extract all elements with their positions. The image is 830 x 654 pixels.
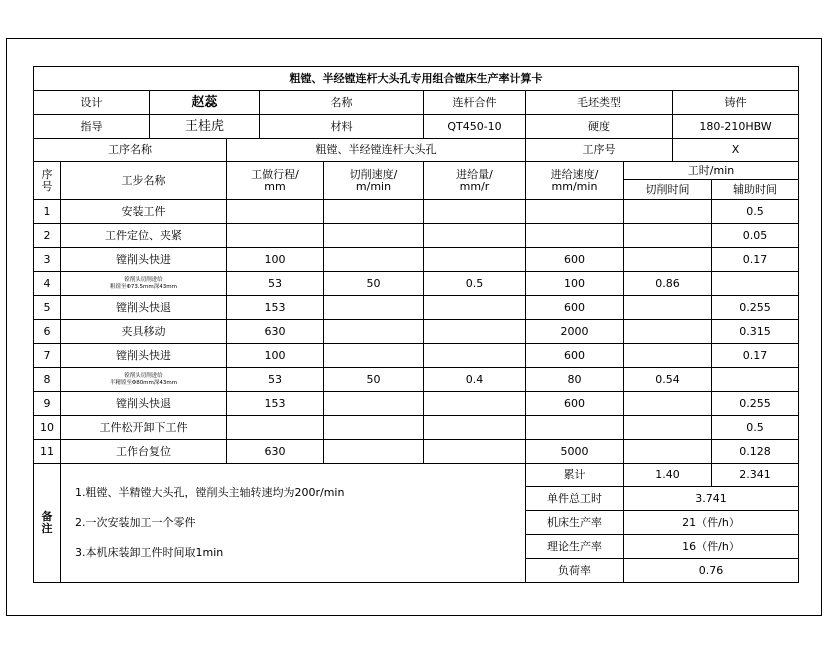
row-aux-time: 0.5 [712,200,799,224]
row-feed [424,344,526,368]
design-value: 赵蕊 [150,91,260,115]
header-row-1 [34,162,799,180]
header-cut-time: 切削时间 [624,180,712,200]
row-feed-speed: 600 [526,344,624,368]
guide-value: 王桂虎 [150,115,260,139]
table-row [34,224,799,248]
row-speed: 50 [324,272,424,296]
row-step: 镗削头快进 [61,344,227,368]
row-stroke [227,224,324,248]
machine-label: 机床生产率 [526,511,624,535]
row-feed: 0.4 [424,368,526,392]
card-title: 粗镗、半经镗连杆大头孔专用组合镗床生产率计算卡 [34,67,799,91]
row-cut-time [624,416,712,440]
row-step: 镗削头切削进给 粗镗至Φ73.5mm深43mm [61,272,227,296]
row-step: 镗削头快进 [61,248,227,272]
row-aux-time: 0.5 [712,416,799,440]
row-stroke: 153 [227,392,324,416]
process-row [34,139,799,162]
piece-value: 3.741 [624,487,799,511]
row-feed [424,320,526,344]
row-no: 4 [34,272,61,296]
name-value: 连杆合件 [424,91,526,115]
row-step: 镗削头切削进给 半精镗至Φ80mm深43mm [61,368,227,392]
row-stroke: 100 [227,344,324,368]
load-value: 0.76 [624,559,799,583]
row-stroke: 53 [227,368,324,392]
row-cut-time [624,224,712,248]
row-feed [424,224,526,248]
row-speed [324,248,424,272]
row-feed-speed [526,200,624,224]
header-seq: 序 号 [34,162,61,200]
row-stroke [227,200,324,224]
remark-line: 1.粗镗、半精镗大头孔，镗削头主轴转速均为200r/min [75,486,345,499]
row-speed [324,224,424,248]
row-feed [424,416,526,440]
row-cut-time [624,296,712,320]
row-step: 工件松开卸下工件 [61,416,227,440]
table-row [34,272,799,296]
table-row [34,440,799,464]
table-row [34,296,799,320]
row-stroke: 100 [227,248,324,272]
row-step: 镗削头快退 [61,392,227,416]
material-label: 材料 [260,115,424,139]
remark-line: 2.一次安装加工一个零件 [75,516,196,529]
table-row [34,368,799,392]
header-feed: 进给量/ mm/r [424,162,526,200]
row-stroke: 630 [227,320,324,344]
row-step: 夹具移动 [61,320,227,344]
header-aux-time: 辅助时间 [712,180,799,200]
row-no: 1 [34,200,61,224]
row-feed [424,248,526,272]
theory-label: 理论生产率 [526,535,624,559]
row-feed-speed: 5000 [526,440,624,464]
row-feed-speed [526,224,624,248]
row-cut-time [624,200,712,224]
row-speed [324,200,424,224]
productivity-card [33,66,799,583]
table-row [34,200,799,224]
table-row [34,416,799,440]
blank-value: 铸件 [673,91,799,115]
row-aux-time: 0.05 [712,224,799,248]
row-no: 11 [34,440,61,464]
total-aux: 2.341 [712,464,799,487]
piece-label: 单件总工时 [526,487,624,511]
row-aux-time: 0.255 [712,296,799,320]
row-no: 2 [34,224,61,248]
total-cut: 1.40 [624,464,712,487]
row-step: 工件定位、夹紧 [61,224,227,248]
row-no: 3 [34,248,61,272]
row-speed [324,440,424,464]
design-label: 设计 [34,91,150,115]
load-label: 负荷率 [526,559,624,583]
remarks-label: 备 注 [34,464,61,583]
row-aux-time: 0.315 [712,320,799,344]
row-feed-speed: 600 [526,296,624,320]
row-no: 5 [34,296,61,320]
row-step: 镗削头快退 [61,296,227,320]
row-aux-time [712,368,799,392]
row-feed [424,440,526,464]
row-stroke: 630 [227,440,324,464]
header-stroke: 工做行程/ mm [227,162,324,200]
remarks-content [61,464,526,583]
row-cut-time [624,320,712,344]
material-value: QT450-10 [424,115,526,139]
row-feed-speed: 80 [526,368,624,392]
row-no: 6 [34,320,61,344]
row-feed-speed [526,416,624,440]
row-stroke: 53 [227,272,324,296]
row-cut-time [624,248,712,272]
row-feed-speed: 600 [526,248,624,272]
table-row [34,248,799,272]
row-cut-time [624,344,712,368]
hardness-value: 180-210HBW [673,115,799,139]
row-aux-time: 0.255 [712,392,799,416]
row-feed-speed: 100 [526,272,624,296]
row-aux-time: 0.17 [712,344,799,368]
row-speed [324,392,424,416]
table-row [34,344,799,368]
machine-value: 21（件/h） [624,511,799,535]
row-step: 工作台复位 [61,440,227,464]
row-stroke: 153 [227,296,324,320]
table-row [34,392,799,416]
row-speed: 50 [324,368,424,392]
table-row [34,320,799,344]
header-time: 工时/min [624,162,799,180]
row-feed [424,296,526,320]
summary-row-total [34,464,799,487]
row-aux-time: 0.128 [712,440,799,464]
row-feed [424,392,526,416]
row-no: 7 [34,344,61,368]
row-speed [324,344,424,368]
header-cut-speed: 切削速度/ m/min [324,162,424,200]
remark-line: 3.本机床装卸工件时间取1min [75,546,224,559]
hardness-label: 硬度 [526,115,673,139]
row-feed: 0.5 [424,272,526,296]
header-step: 工步名称 [61,162,227,200]
row-feed-speed: 2000 [526,320,624,344]
row-speed [324,320,424,344]
row-no: 8 [34,368,61,392]
row-speed [324,416,424,440]
row-speed [324,296,424,320]
row-cut-time [624,392,712,416]
row-aux-time: 0.17 [712,248,799,272]
row-stroke [227,416,324,440]
row-cut-time: 0.54 [624,368,712,392]
blank-label: 毛坯类型 [526,91,673,115]
process-number-label: 工序号 [526,139,673,162]
theory-value: 16（件/h） [624,535,799,559]
row-no: 9 [34,392,61,416]
name-label: 名称 [260,91,424,115]
row-feed [424,200,526,224]
info-row-1 [34,91,799,115]
info-row-2 [34,115,799,139]
process-name-label: 工序名称 [34,139,227,162]
guide-label: 指导 [34,115,150,139]
row-aux-time [712,272,799,296]
row-no: 10 [34,416,61,440]
row-step: 安装工件 [61,200,227,224]
process-number-value: X [673,139,799,162]
row-cut-time: 0.86 [624,272,712,296]
row-cut-time [624,440,712,464]
process-name-value: 粗镗、半经镗连杆大头孔 [227,139,526,162]
total-label: 累计 [526,464,624,487]
row-feed-speed: 600 [526,392,624,416]
title-row [34,67,799,91]
header-feed-speed: 进给速度/ mm/min [526,162,624,200]
